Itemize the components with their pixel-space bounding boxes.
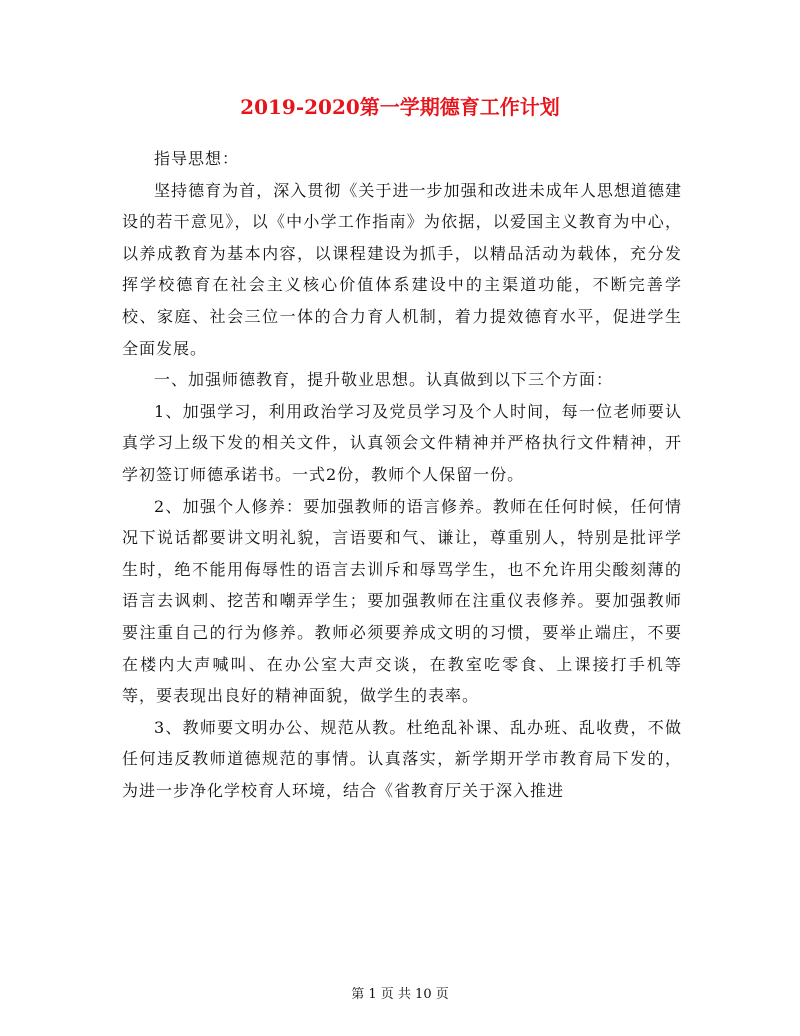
document-body (122, 143, 682, 806)
paragraph-section-one-heading: 一、加强师德教育，提升敬业思想。认真做到以下三个方面： (154, 370, 614, 390)
paragraph-guiding-ideology: 坚持德育为首，深入贯彻《关于进一步加强和改进未成年人思想道德建设的若干意见》，以《中小学工作指南》为依据，以爱国主义教育为中心，以养成教育为基本内容，以课程建设为抓手，以精品活动为载体，充分发挥学校德育在社会主义核心价值体系建设中的主渠道功能，不断完善学校、家庭、社会三位一体的合力育人机制，着力提效德育水平，促进学生全面发展。 (122, 180, 682, 358)
paragraph-item-1: 1、加强学习，利用政治学习及党员学习及个人时间，每一位老师要认真学习上级下发的相关文件，认真领会文件精神并严格执行文件精神，开学初签订师德承诺书。一式2份，教师个人保留一份。 (122, 401, 682, 484)
paragraph-item-3: 3、教师要文明办公、规范从教。杜绝乱补课、乱办班、乱收费，不做任何违反教师道德规范的事情。认真落实，新学期开学市教育局下发的，为进一步净化学校育人环境，结合《省教育厅关于深入推进 (122, 717, 682, 800)
page-number-footer: 第 1 页 共 10 页 (351, 987, 449, 1002)
paragraph-guiding-heading: 指导思想： (154, 149, 240, 168)
document-title: 2019-2020第一学期德育工作计划 (240, 95, 560, 119)
paragraph-item-2: 2、加强个人修养：要加强教师的语言修养。教师在任何时候，任何情况下说话都要讲文明礼貌，言语要和气、谦让，尊重别人，特别是批评学生时，绝不能用侮辱性的语言去训斥和辱骂学生，也不允许用尖酸刻薄的语言去讽刺、挖苦和嘲弄学生；要加强教师在注重仪表修养。要加强教师要注重自己的行为修养。教师必须要养成文明的习惯，要举止端庄，不要在楼内大声喊叫、在办公室大声交谈，在教室吃零食、上课接打手机等等，要表现出良好的精神面貌，做学生的表率。 (122, 496, 682, 706)
